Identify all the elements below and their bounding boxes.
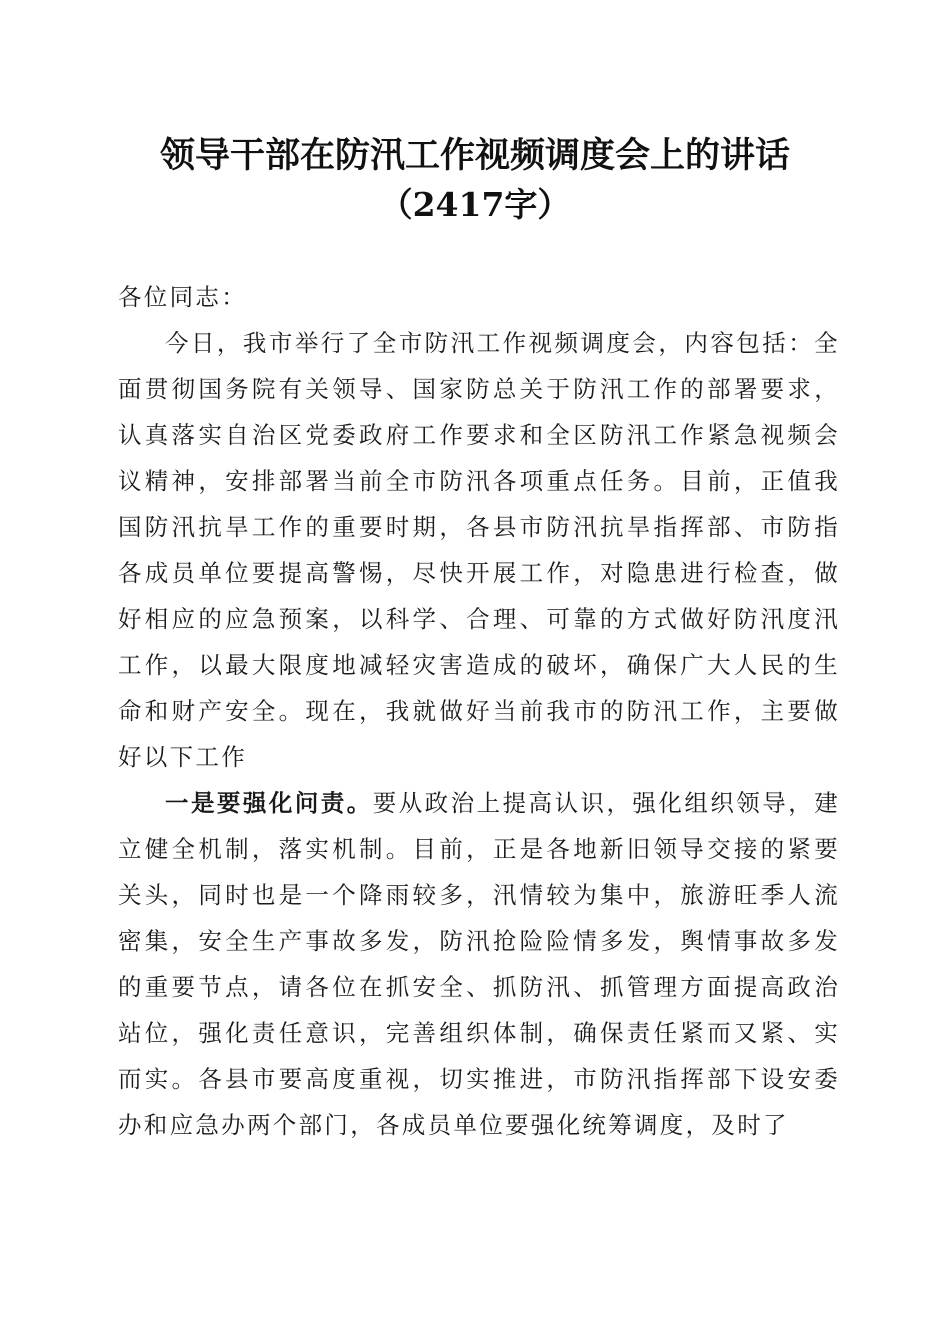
paragraph-lead: 一是要强化问责。 [165,789,373,817]
document-subtitle: （2417字） [379,185,571,224]
paragraph-intro [118,320,840,780]
salutation: 各位同志： [118,283,247,311]
paragraph-text: 今日，我市举行了全市防汛工作视频调度会，内容包括：全面贯彻国务院有关领导、国家防总关于防汛工作的部署要求，认真落实自治区党委政府工作要求和全区防汛工作紧急视频会议精神，安排部署当前全市防汛各项重点任务。目前，正值我国防汛抗旱工作的重要时期，各县市防汛抗旱指挥部、市防指各成员单位要提高警惕，尽快开展工作，对隐患进行检查，做好相应的应急预案，以科学、合理、可靠的方式做好防汛度汛工作，以最大限度地减轻灾害造成的破坏，确保广大人民的生命和财产安全。现在，我就做好当前我市的防汛工作，主要做好以下工作 [118,329,840,771]
document-body [118,274,840,1148]
document-title: 领导干部在防汛工作视频调度会上的讲话 [159,135,790,176]
paragraph-text: 要从政治上提高认识，强化组织领导，建立健全机制，落实机制。目前，正是各地新旧领导交接的紧要关头，同时也是一个降雨较多，汛情较为集中，旅游旺季人流密集，安全生产事故多发，防汛抢险险情多发，舆情事故多发的重要节点，请各位在抓安全、抓防汛、抓管理方面提高政治站位，强化责任意识，完善组织体制，确保责任紧而又紧、实而实。各县市要高度重视，切实推进，市防汛指挥部下设安委办和应急办两个部门，各成员单位要强化统筹调度，及时了 [118,789,840,1139]
paragraph-point-one [118,780,840,1148]
title-block [0,132,950,228]
